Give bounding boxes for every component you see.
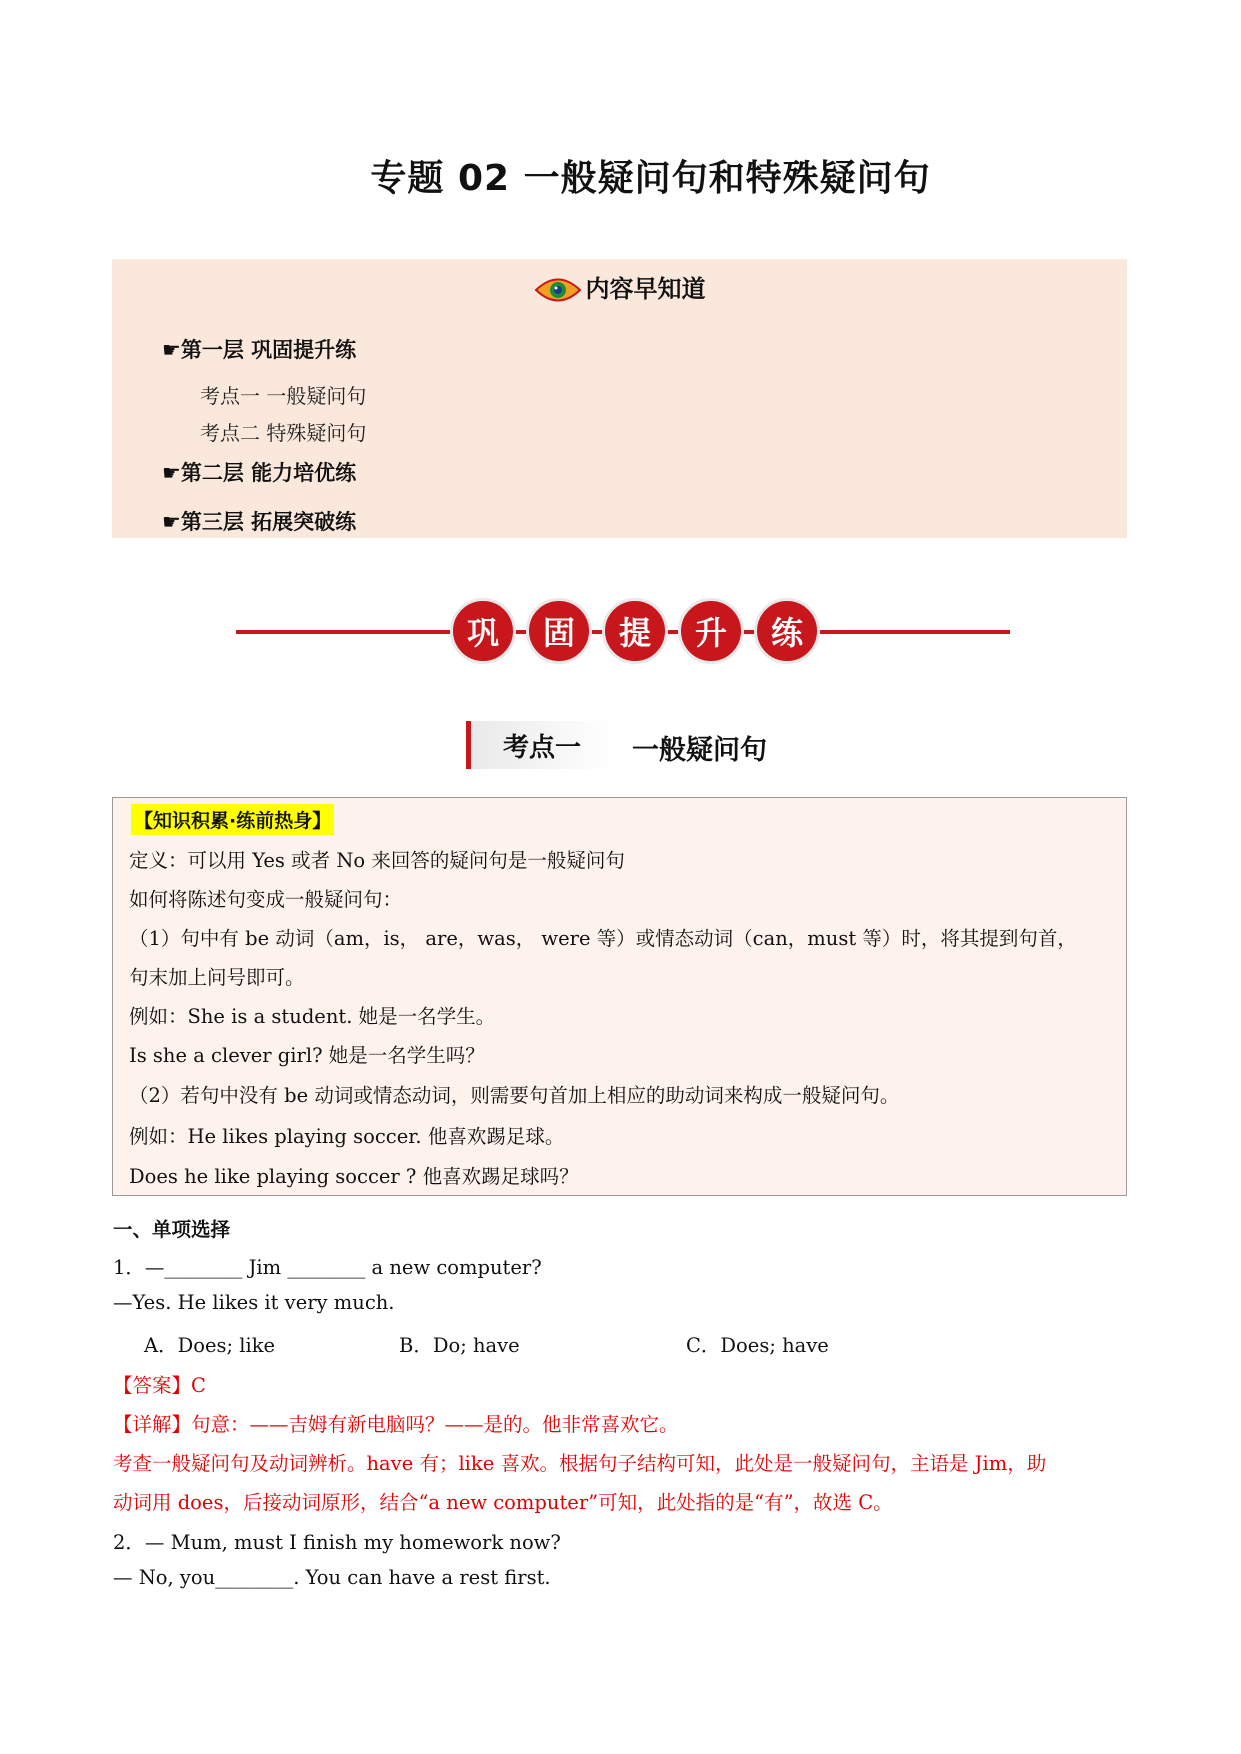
question-1-stem: 1．—________ Jim ________ a new computer? (113, 1256, 542, 1279)
knowledge-line: Does he like playing soccer ? 他喜欢踢足球吗？ (129, 1165, 579, 1188)
knowledge-line: （1）句中有 be 动词（am，is， are，was， were 等）或情态动词（can，must 等）时，将其提到句首， (129, 927, 1077, 950)
contents-heading-label: 内容早知道 (585, 275, 706, 303)
knowledge-line: 句末加上问号即可。 (129, 966, 305, 989)
question-1-explanation: 考查一般疑问句及动词辨析。have 有；like 喜欢。根据句子结构可知，此处是一般疑问句，主语是 Jim，助 (113, 1452, 1047, 1475)
knowledge-line: 如何将陈述句变成一般疑问句： (129, 888, 403, 911)
eye-icon (534, 275, 582, 305)
page-title: 专题 02 一般疑问句和特殊疑问句 (370, 158, 931, 199)
question-1-detail: 【详解】句意：——吉姆有新电脑吗？——是的。他非常喜欢它。 (113, 1413, 679, 1436)
question-2-reply: — No, you________. You can have a rest first. (113, 1566, 551, 1589)
question-1-answer: 【答案】C (113, 1374, 206, 1397)
knowledge-tag: 【知识积累·练前热身】 (131, 804, 334, 835)
section-heading: 一、单项选择 (113, 1218, 231, 1241)
question-1-option-c: C．Does; have (686, 1334, 829, 1357)
knowledge-line: 例如：She is a student. 她是一名学生。 (129, 1005, 496, 1028)
knowledge-line: Is she a clever girl? 她是一名学生吗？ (129, 1044, 485, 1067)
banner-char: 提 (602, 598, 668, 664)
knowledge-line: 定义：可以用 Yes 或者 No 来回答的疑问句是一般疑问句 (129, 849, 625, 872)
banner-char: 练 (754, 598, 820, 664)
question-1-option-a: A．Does; like (144, 1334, 276, 1357)
toc-kaodian-2: 考点二 特殊疑问句 (200, 421, 367, 445)
kaodian-tag: 考点一 (466, 721, 613, 769)
question-2-stem: 2．— Mum, must I finish my homework now? (113, 1531, 561, 1554)
knowledge-line: 例如：He likes playing soccer. 他喜欢踢足球。 (129, 1125, 565, 1148)
banner-char: 巩 (450, 598, 516, 664)
banner-char: 升 (678, 598, 744, 664)
banner-char: 固 (526, 598, 592, 664)
question-1-explanation: 动词用 does，后接动词原形，结合“a new computer”可知，此处指的是“有”，故选 C。 (113, 1491, 893, 1514)
kaodian-title: 一般疑问句 (632, 735, 767, 766)
section-banner (236, 598, 1010, 666)
question-1-option-b: B．Do; have (399, 1334, 520, 1357)
toc-kaodian-1: 考点一 一般疑问句 (200, 384, 367, 408)
toc-layer-2: ☛第二层 能力培优练 (162, 461, 357, 485)
toc-layer-1: ☛第一层 巩固提升练 (162, 338, 357, 362)
contents-heading (112, 269, 1127, 305)
contents-box (112, 259, 1127, 538)
knowledge-line: （2）若句中没有 be 动词或情态动词，则需要句首加上相应的助动词来构成一般疑问句。 (129, 1084, 900, 1107)
toc-layer-3: ☛第三层 拓展突破练 (162, 510, 357, 534)
question-1-reply: —Yes. He likes it very much. (113, 1291, 395, 1314)
